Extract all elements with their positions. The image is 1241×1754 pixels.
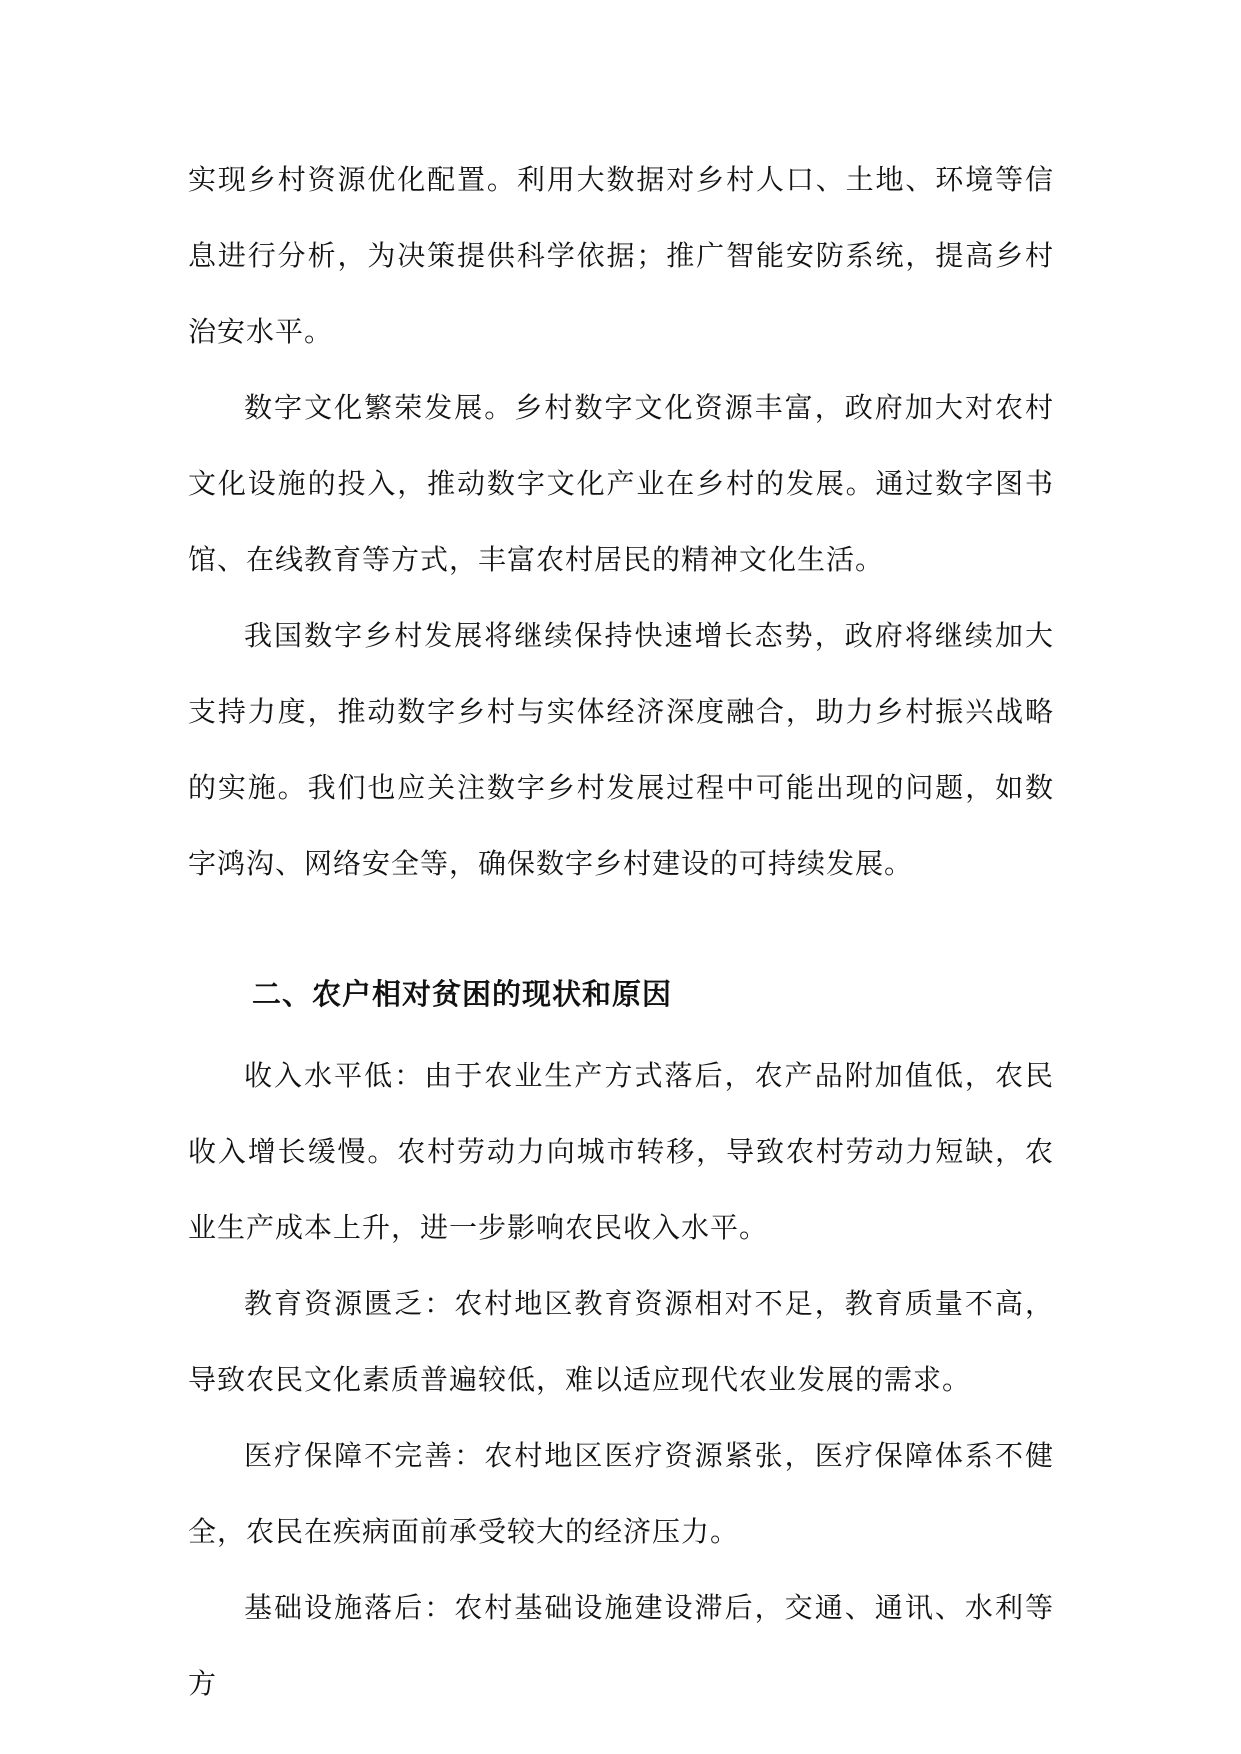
paragraph-digital-culture: 数字文化繁荣发展。乡村数字文化资源丰富，政府加大对农村文化设施的投入，推动数字文化产业在乡村的发展。通过数字图书馆、在线教育等方式，丰富农村居民的精神文化生活。 (188, 391, 1054, 576)
paragraph-digital-village-outlook: 我国数字乡村发展将继续保持快速增长态势，政府将继续加大支持力度，推动数字乡村与实体经济深度融合，助力乡村振兴战略的实施。我们也应关注数字乡村发展过程中可能出现的问题，如数字鸿沟、网络安全等，确保数字乡村建设的可持续发展。 (188, 619, 1054, 880)
document-body (188, 142, 1054, 1722)
paragraph-infrastructure: 基础设施落后：农村基础设施建设滞后，交通、通讯、水利等方 (188, 1591, 1054, 1700)
section-heading: 二、农户相对贫困的现状和原因 (252, 977, 673, 1011)
paragraph-continuation: 实现乡村资源优化配置。利用大数据对乡村人口、土地、环境等信息进行分析，为决策提供科学依据；推广智能安防系统，提高乡村治安水平。 (188, 163, 1054, 348)
paragraph-education-shortage: 教育资源匮乏：农村地区教育资源相对不足，教育质量不高，导致农民文化素质普遍较低，难以适应现代农业发展的需求。 (188, 1287, 1054, 1396)
paragraph-low-income: 收入水平低：由于农业生产方式落后，农产品附加值低，农民收入增长缓慢。农村劳动力向城市转移，导致农村劳动力短缺，农业生产成本上升，进一步影响农民收入水平。 (188, 1059, 1054, 1244)
paragraph-medical-insurance: 医疗保障不完善：农村地区医疗资源紧张，医疗保障体系不健全，农民在疾病面前承受较大的经济压力。 (188, 1439, 1054, 1548)
